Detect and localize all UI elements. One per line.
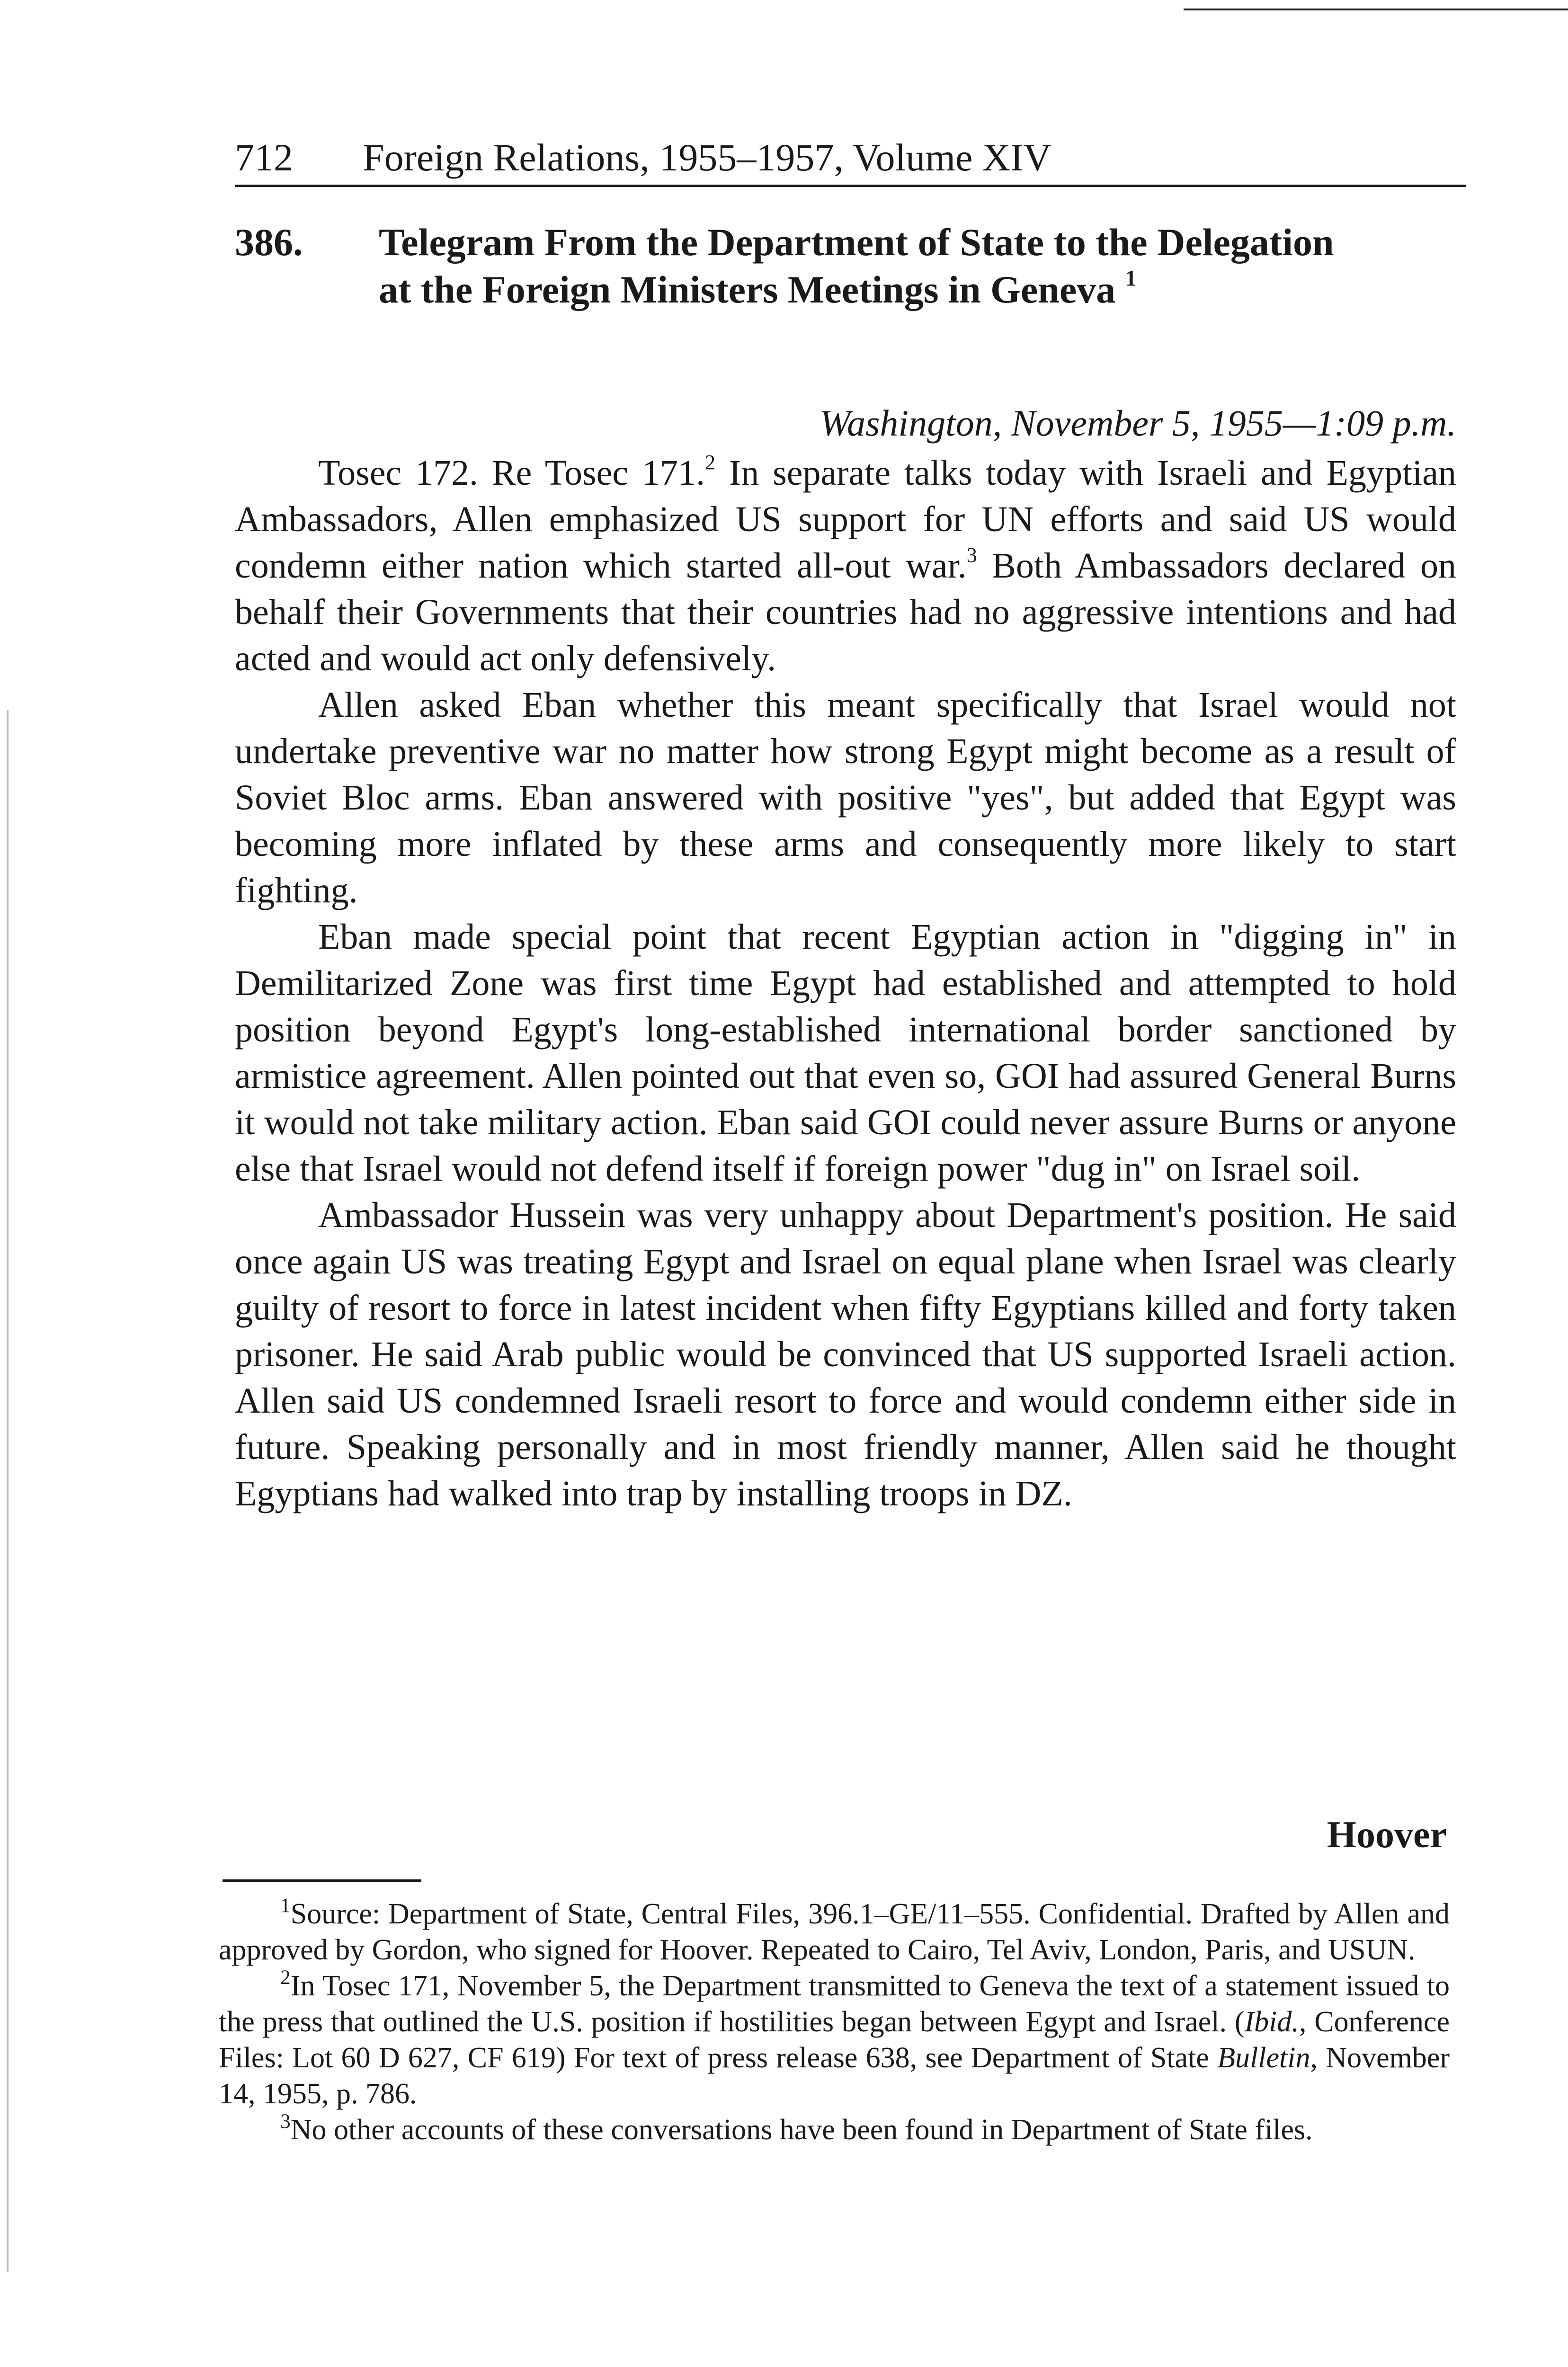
footnote-rule (223, 1879, 421, 1882)
dateline: Washington, November 5, 1955—1:09 p.m. (820, 402, 1456, 444)
paragraph-2: Allen asked Eban whether this meant specifically that Israel would not undertake preventive war no matter how strong Egypt might become as a result of Soviet Bloc arms. Eban answered with positive "yes", but added that Egypt was becoming more inflated by these arms and consequently more likely to start fighting. (235, 685, 1456, 910)
header-rule (235, 185, 1466, 187)
paragraph-1 (235, 450, 1456, 682)
footnote-2-text-b: , Conference Files: Lot 60 D 627, CF 619) For text of press release 638, see Department of State (219, 2006, 1450, 2074)
document-title (379, 219, 1468, 313)
page-number: 712 (235, 136, 293, 179)
footnote-number: 3 (280, 2110, 291, 2133)
paragraph-1-b: In separate talks today with Israeli and Egyptian Ambassadors, Allen emphasized US support for UN efforts and said US would condemn either nation which started all-out war. (235, 453, 1456, 586)
footnote-ref: 2 (704, 450, 716, 474)
title-line-2-text: at the Foreign Ministers Meetings in Geneva (379, 268, 1116, 311)
footnote-2-text-c: , November 14, 1955, p. 786. (219, 2042, 1450, 2110)
footnote-2-text-a: In Tosec 171, November 5, the Department transmitted to Geneva the text of a statement issued to the press that outlined the U.S. position if hostilities began between Egypt and Israel. ( (219, 1970, 1450, 2038)
scan-edge-line (1184, 9, 1568, 10)
footnote-number: 1 (280, 1894, 291, 1917)
scan-margin-line (7, 710, 9, 2272)
footnote-2-bulletin: Bulletin (1217, 2042, 1310, 2074)
title-line-1: Telegram From the Department of State to the Delegation (379, 221, 1334, 264)
footnote-ref: 3 (966, 543, 977, 567)
footnote-3 (219, 2112, 1450, 2148)
footnote-1 (219, 1896, 1450, 1968)
footnotes (219, 1896, 1450, 2148)
running-title: Foreign Relations, 1955–1957, Volume XIV (363, 136, 1051, 179)
footnote-1-text: Source: Department of State, Central Files, 396.1–GE/11–555. Confidential. Drafted by Allen and approved by Gordon, who signed for Hoover. Repeated to Cairo, Tel Aviv, London, Paris, and USUN. (219, 1898, 1450, 1966)
telegram-body (235, 450, 1456, 1517)
footnote-ref: 1 (1125, 266, 1137, 291)
paragraph-1-c: Both Ambassadors declared on behalf their Governments that their countries had no aggressive intentions and had acted and would act only defensively. (235, 546, 1457, 678)
footnote-number: 2 (280, 1966, 291, 1989)
footnote-2-ibid: Ibid. (1244, 2006, 1299, 2038)
document-number: 386. (235, 221, 303, 264)
title-line-2 (379, 266, 1468, 313)
signature: Hoover (1327, 1814, 1447, 1856)
paragraph-1-a: Tosec 172. Re Tosec 171. (318, 453, 705, 493)
paragraph-4: Ambassador Hussein was very unhappy about Department's position. He said once again US was treating Egypt and Israel on equal plane when Israel was clearly guilty of resort to force in latest incident when fifty Egyptians killed and forty taken prisoner. He said Arab public would be convinced that US supported Israeli action. Allen said US condemned Israeli resort to force and would condemn either side in future. Speaking personally and in most friendly manner, Allen said he thought Egyptians had walked into trap by installing troops in DZ. (235, 1195, 1456, 1513)
footnote-2 (219, 1968, 1450, 2112)
running-header (235, 132, 1466, 184)
paragraph-3: Eban made special point that recent Egyptian action in "digging in" in Demilitarized Zone was first time Egypt had established and attempted to hold position beyond Egypt's long-established international border sanctioned by armistice agreement. Allen pointed out that even so, GOI had assured General Burns it would not take military action. Eban said GOI could never assure Burns or anyone else that Israel would not defend itself if foreign power "dug in" on Israel soil. (235, 917, 1456, 1189)
footnote-3-text: No other accounts of these conversations have been found in Department of State files. (290, 2114, 1313, 2146)
